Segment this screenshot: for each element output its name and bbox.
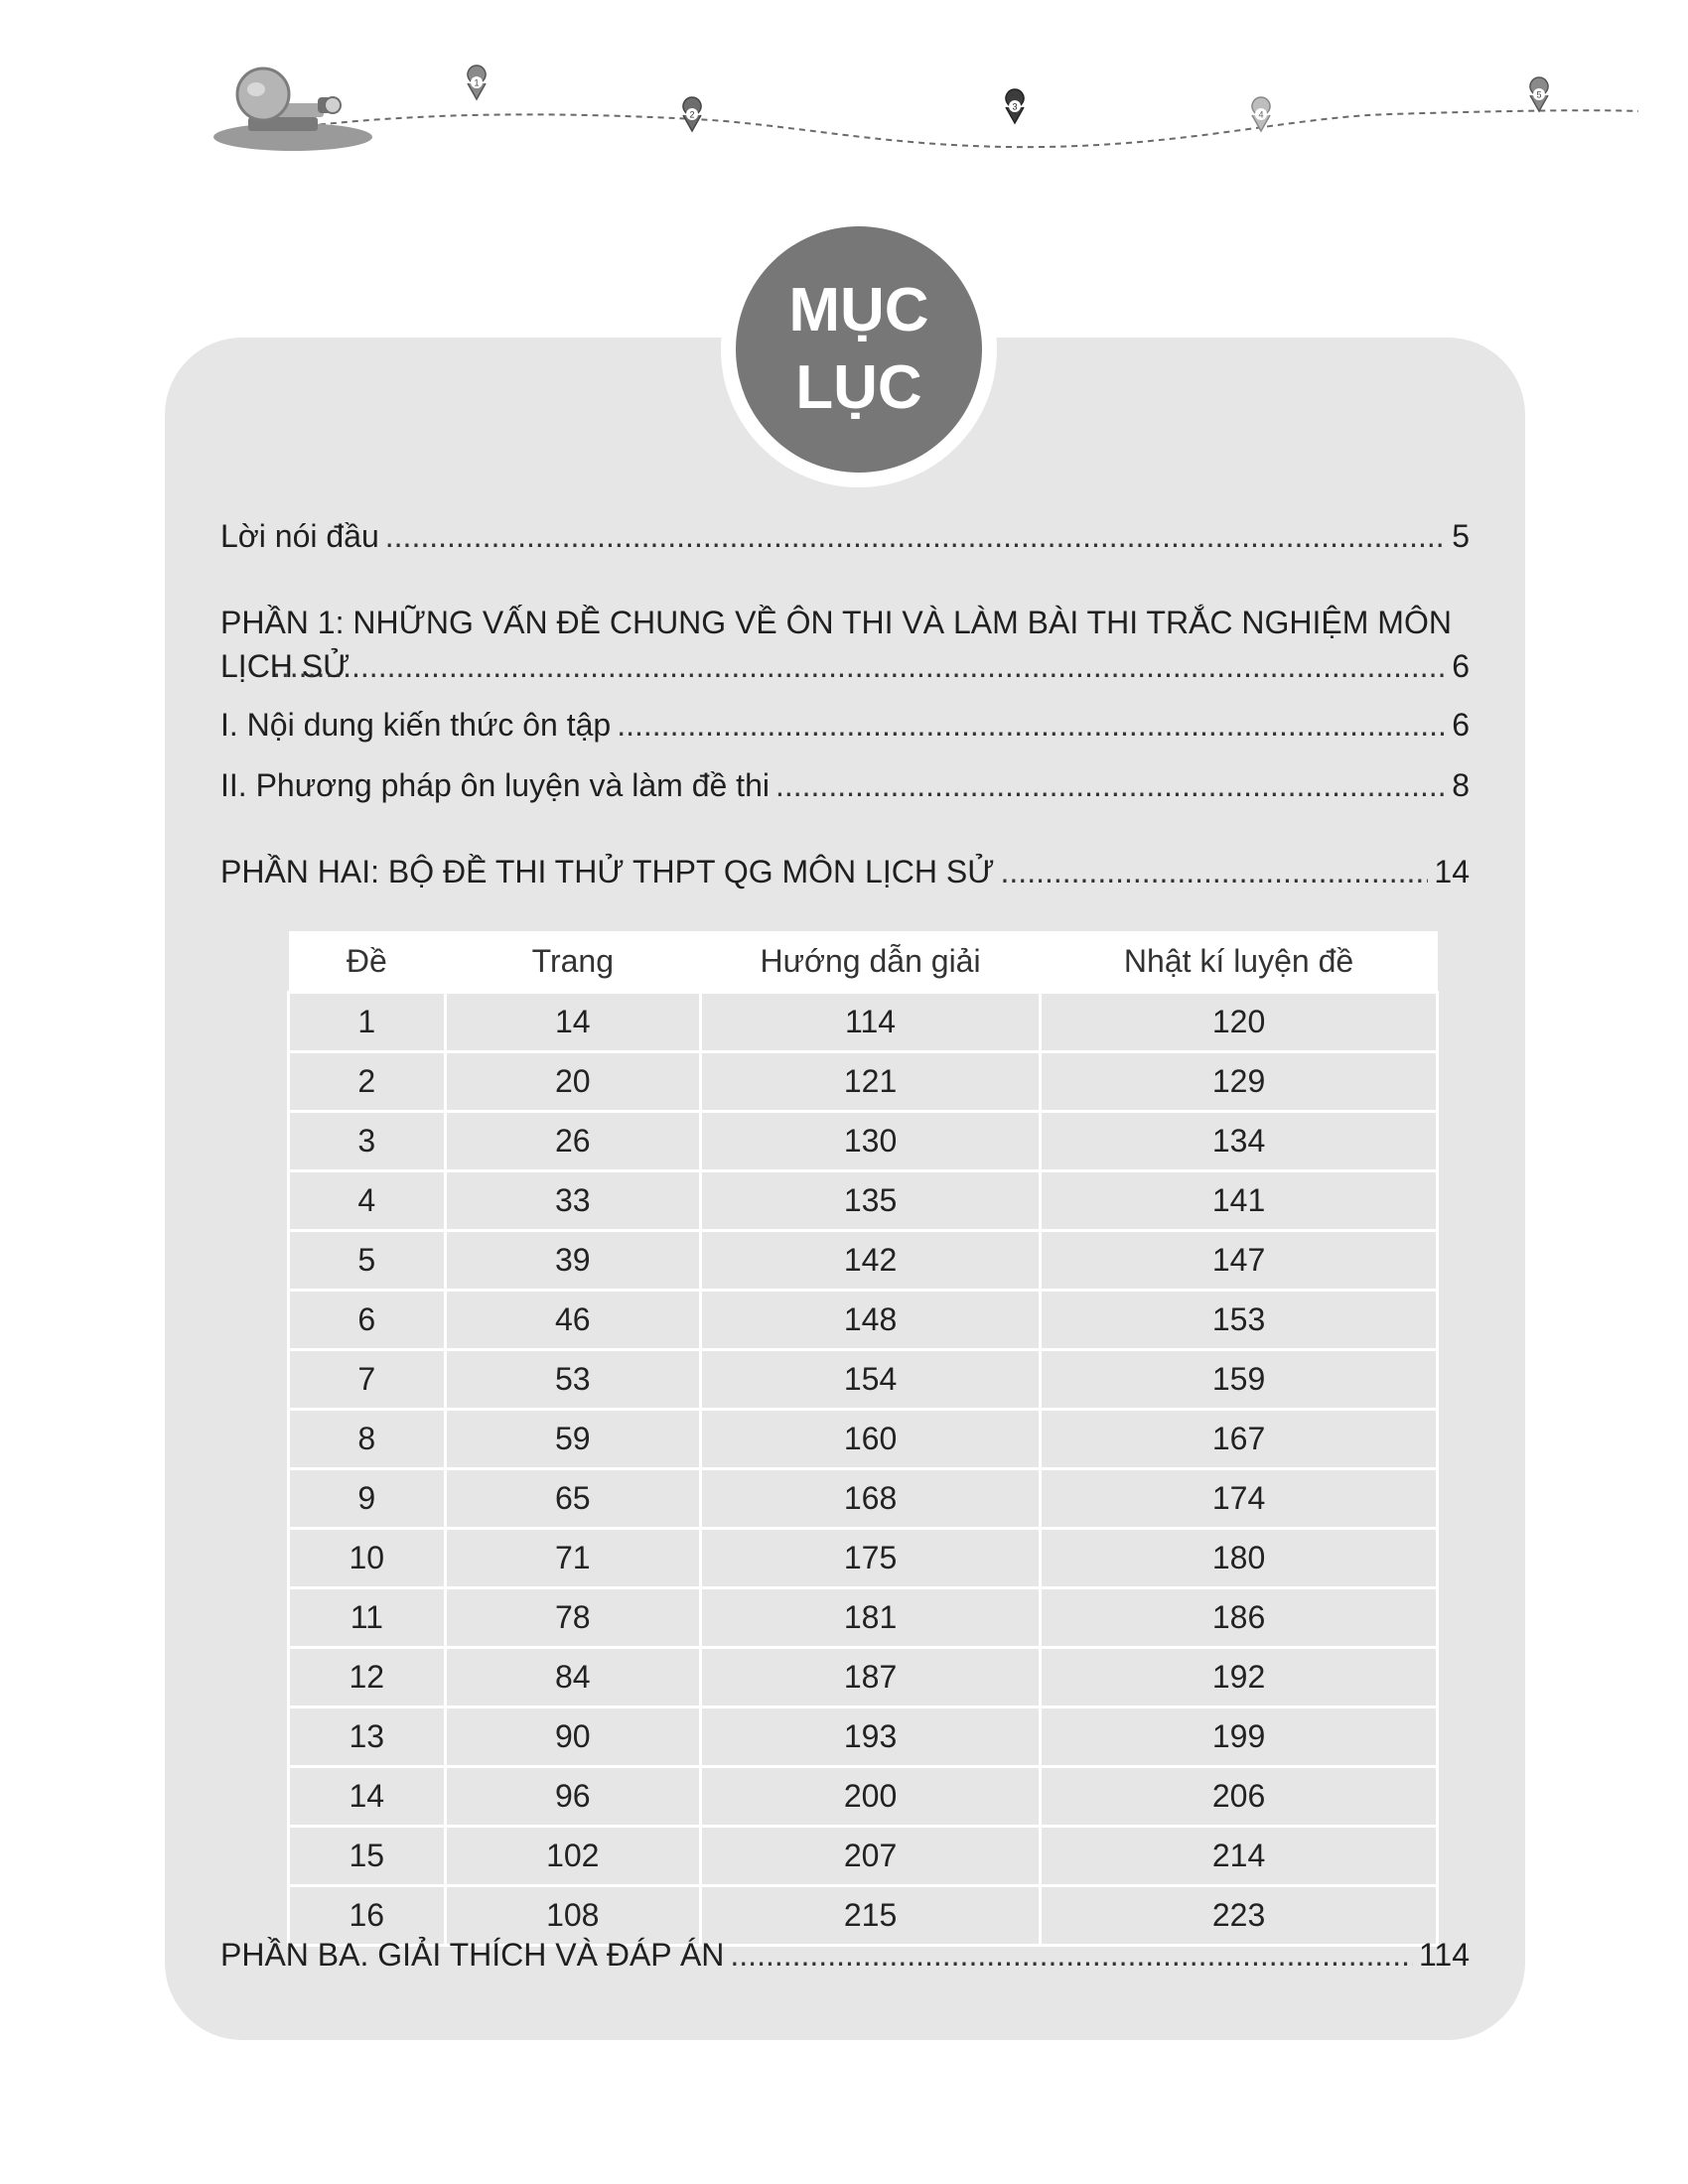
table-cell: 181	[700, 1588, 1040, 1648]
table-cell: 141	[1041, 1171, 1438, 1231]
table-cell: 187	[700, 1648, 1040, 1707]
map-pin-icon	[468, 66, 486, 99]
leader-dots	[617, 703, 1446, 747]
title-badge	[736, 226, 982, 473]
column-header: Trang	[445, 931, 700, 993]
toc-page: 14	[1434, 854, 1470, 889]
table-cell: 215	[700, 1886, 1040, 1946]
table-cell: 15	[289, 1827, 446, 1886]
table-cell: 71	[445, 1529, 700, 1588]
column-header: Đề	[289, 931, 446, 993]
leader-dots	[272, 644, 1446, 688]
table-cell: 102	[445, 1827, 700, 1886]
table-cell: 78	[445, 1588, 700, 1648]
leader-dots	[385, 514, 1446, 558]
toc-entry-preface[interactable]	[220, 514, 1470, 558]
table-cell: 9	[289, 1469, 446, 1529]
table-row	[289, 1827, 1438, 1886]
table-cell: 160	[700, 1410, 1040, 1469]
toc-entry-part2[interactable]	[220, 850, 1470, 893]
title-line-2: LỤC	[795, 353, 922, 422]
toc-entry-part1-leader	[220, 644, 1470, 688]
table-body	[289, 993, 1438, 1946]
table-cell: 120	[1041, 993, 1438, 1052]
leader-dots	[1001, 850, 1429, 893]
table-cell: 193	[700, 1707, 1040, 1767]
table-cell: 200	[700, 1767, 1040, 1827]
table-cell: 114	[700, 993, 1040, 1052]
table-cell: 167	[1041, 1410, 1438, 1469]
toc-page: 5	[1452, 518, 1470, 554]
table-row	[289, 1648, 1438, 1707]
table-cell: 14	[445, 993, 700, 1052]
table-cell: 65	[445, 1469, 700, 1529]
table-cell: 84	[445, 1648, 700, 1707]
table-row	[289, 1469, 1438, 1529]
table-row	[289, 1291, 1438, 1350]
table-cell: 154	[700, 1350, 1040, 1410]
map-pin-icon	[1006, 89, 1024, 123]
table-cell: 20	[445, 1052, 700, 1112]
toc-label: PHẦN BA. GIẢI THÍCH VÀ ĐÁP ÁN	[220, 1937, 725, 1973]
table-cell: 4	[289, 1171, 446, 1231]
table-cell: 2	[289, 1052, 446, 1112]
table-cell: 121	[700, 1052, 1040, 1112]
table-row	[289, 993, 1438, 1052]
dashed-route-line	[298, 110, 1638, 147]
table-cell: 168	[700, 1469, 1040, 1529]
toc-entry-part3[interactable]	[220, 1933, 1470, 1977]
leader-dots	[730, 1933, 1413, 1977]
table-cell: 33	[445, 1171, 700, 1231]
table-cell: 186	[1041, 1588, 1438, 1648]
toc-label: I. Nội dung kiến thức ôn tập	[220, 707, 612, 743]
table-cell: 148	[700, 1291, 1040, 1350]
table-cell: 175	[700, 1529, 1040, 1588]
table-cell: 10	[289, 1529, 446, 1588]
svg-text:2: 2	[689, 109, 695, 120]
table-cell: 6	[289, 1291, 446, 1350]
toc-label: II. Phương pháp ôn luyện và làm đề thi	[220, 767, 770, 803]
table-cell: 1	[289, 993, 446, 1052]
table-cell: 192	[1041, 1648, 1438, 1707]
table-row	[289, 1588, 1438, 1648]
table-row	[289, 1707, 1438, 1767]
table-row	[289, 1767, 1438, 1827]
exam-schedule-table	[287, 931, 1439, 1947]
svg-text:1: 1	[474, 77, 480, 88]
table-row	[289, 1529, 1438, 1588]
table-cell: 153	[1041, 1291, 1438, 1350]
toc-label: PHẦN HAI: BỘ ĐỀ THI THỬ THPT QG MÔN LỊCH SỬ	[220, 854, 995, 889]
table-cell: 11	[289, 1588, 446, 1648]
toc-page: 114	[1418, 1937, 1470, 1973]
table-row	[289, 1410, 1438, 1469]
table-cell: 223	[1041, 1886, 1438, 1946]
table-header-row	[289, 931, 1438, 993]
table-cell: 130	[700, 1112, 1040, 1171]
toc-page: 8	[1452, 767, 1470, 803]
table-cell: 180	[1041, 1529, 1438, 1588]
table-cell: 159	[1041, 1350, 1438, 1410]
table-cell: 90	[445, 1707, 700, 1767]
toc-entry-part1-ii[interactable]	[220, 763, 1470, 807]
svg-text:5: 5	[1536, 89, 1542, 100]
column-header: Hướng dẫn giải	[700, 931, 1040, 993]
table-cell: 108	[445, 1886, 700, 1946]
table-row	[289, 1052, 1438, 1112]
table-cell: 5	[289, 1231, 446, 1291]
table-row	[289, 1231, 1438, 1291]
table-cell: 7	[289, 1350, 446, 1410]
toc-page: 6	[1452, 648, 1470, 684]
leader-dots	[775, 763, 1446, 807]
column-header: Nhật kí luyện đề	[1041, 931, 1438, 993]
table-cell: 46	[445, 1291, 700, 1350]
table-cell: 8	[289, 1410, 446, 1469]
table-row	[289, 1171, 1438, 1231]
table-cell: 3	[289, 1112, 446, 1171]
table-cell: 174	[1041, 1469, 1438, 1529]
table-cell: 206	[1041, 1767, 1438, 1827]
table-cell: 214	[1041, 1827, 1438, 1886]
title-line-1: MỤC	[788, 276, 929, 344]
map-pin-icon	[683, 97, 701, 131]
table-cell: 13	[289, 1707, 446, 1767]
table-cell: 135	[700, 1171, 1040, 1231]
table-cell: 53	[445, 1350, 700, 1410]
table-row	[289, 1112, 1438, 1171]
toc-label: Lời nói đầu	[220, 518, 379, 554]
table-cell: 129	[1041, 1052, 1438, 1112]
toc-label: PHẦN 1: NHỮNG VẤN ĐỀ CHUNG VỀ ÔN THI VÀ LÀM BÀI THI TRẮC NGHIỆM MÔN LỊCH SỬ	[220, 605, 1452, 684]
toc-entry-part1-i[interactable]	[220, 703, 1470, 747]
table-cell: 39	[445, 1231, 700, 1291]
table-cell: 26	[445, 1112, 700, 1171]
svg-text:4: 4	[1258, 109, 1264, 120]
toc-page: 6	[1452, 707, 1470, 743]
table-cell: 12	[289, 1648, 446, 1707]
table-cell: 134	[1041, 1112, 1438, 1171]
table-cell: 147	[1041, 1231, 1438, 1291]
globe-books-illustration	[213, 68, 372, 151]
map-pin-icon	[1530, 77, 1548, 111]
header-decoration	[0, 0, 1688, 169]
table-cell: 199	[1041, 1707, 1438, 1767]
table-cell: 142	[700, 1231, 1040, 1291]
svg-text:3: 3	[1012, 101, 1018, 112]
table-cell: 207	[700, 1827, 1040, 1886]
table-cell: 14	[289, 1767, 446, 1827]
table-row	[289, 1350, 1438, 1410]
table-cell: 16	[289, 1886, 446, 1946]
table-cell: 59	[445, 1410, 700, 1469]
table-cell: 96	[445, 1767, 700, 1827]
